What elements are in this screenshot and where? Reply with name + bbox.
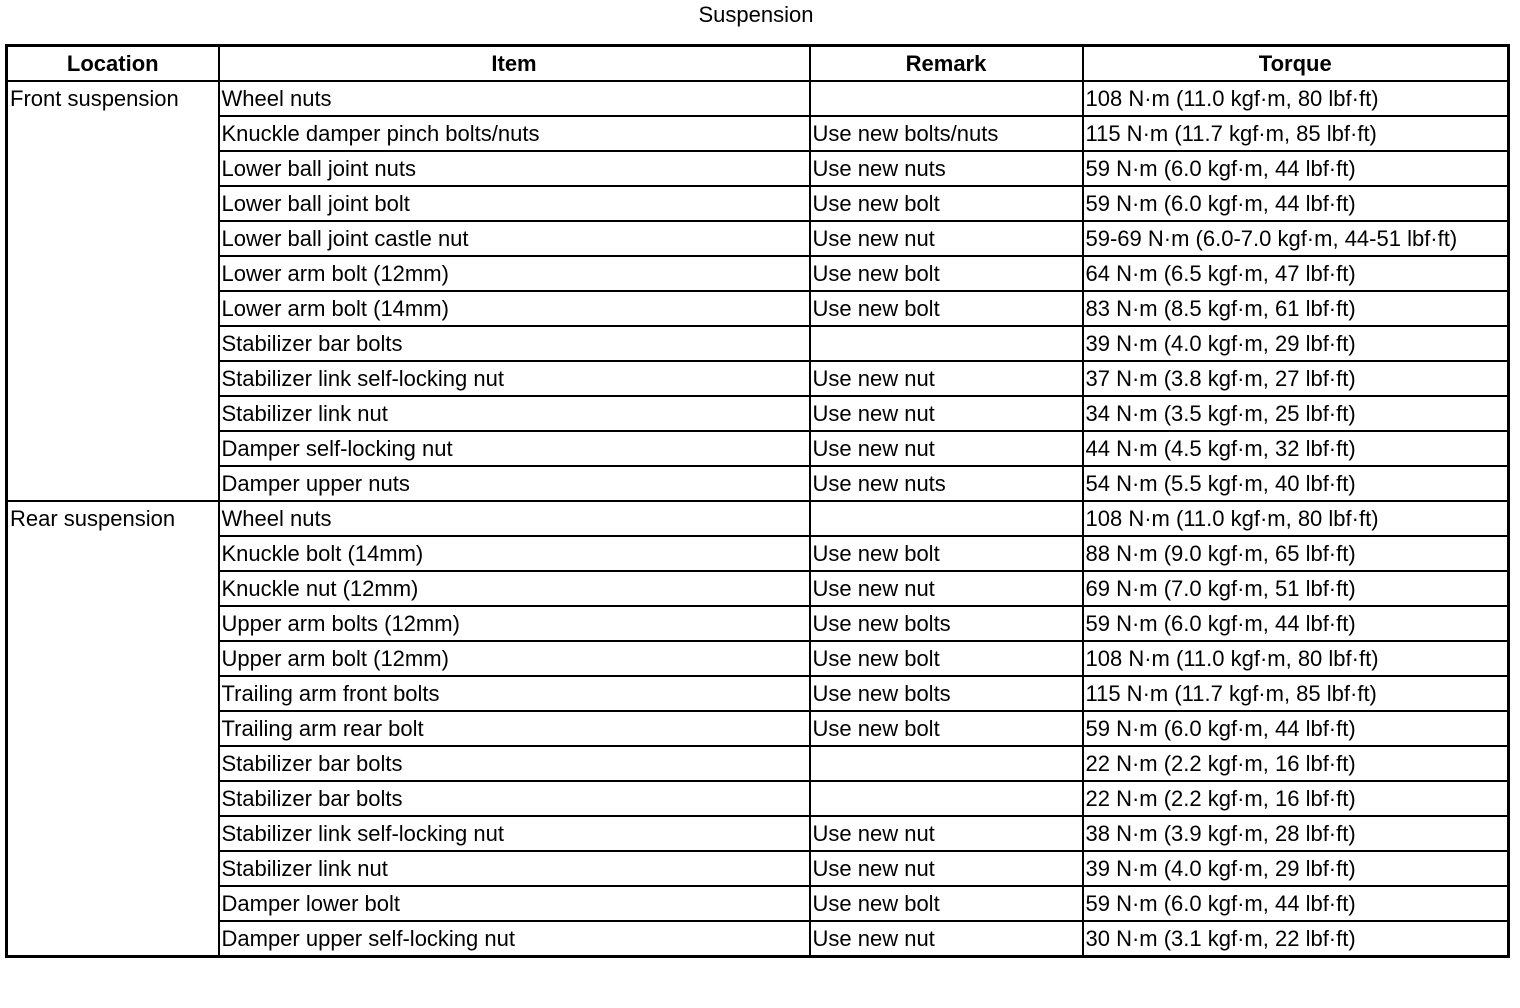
item-cell: Damper upper self-locking nut — [219, 921, 810, 957]
torque-cell: 22 N·m (2.2 kgf·m, 16 lbf·ft) — [1083, 781, 1509, 816]
torque-cell: 59 N·m (6.0 kgf·m, 44 lbf·ft) — [1083, 151, 1509, 186]
torque-cell: 59 N·m (6.0 kgf·m, 44 lbf·ft) — [1083, 606, 1509, 641]
table-row — [7, 746, 1509, 781]
table-body — [7, 81, 1509, 957]
table-row — [7, 676, 1509, 711]
torque-cell: 39 N·m (4.0 kgf·m, 29 lbf·ft) — [1083, 851, 1509, 886]
remark-cell: Use new bolt — [810, 536, 1083, 571]
table-header — [7, 46, 1509, 82]
remark-cell — [810, 326, 1083, 361]
remark-cell: Use new bolt — [810, 886, 1083, 921]
table-row — [7, 186, 1509, 221]
remark-cell: Use new bolt — [810, 256, 1083, 291]
item-cell: Lower arm bolt (12mm) — [219, 256, 810, 291]
table-row — [7, 466, 1509, 501]
torque-cell: 64 N·m (6.5 kgf·m, 47 lbf·ft) — [1083, 256, 1509, 291]
item-cell: Stabilizer link nut — [219, 396, 810, 431]
table-row — [7, 851, 1509, 886]
item-cell: Damper lower bolt — [219, 886, 810, 921]
table-row — [7, 886, 1509, 921]
remark-cell: Use new nut — [810, 851, 1083, 886]
item-cell: Stabilizer bar bolts — [219, 781, 810, 816]
remark-cell — [810, 81, 1083, 116]
remark-cell — [810, 781, 1083, 816]
item-cell: Damper upper nuts — [219, 466, 810, 501]
torque-cell: 115 N·m (11.7 kgf·m, 85 lbf·ft) — [1083, 676, 1509, 711]
torque-cell: 108 N·m (11.0 kgf·m, 80 lbf·ft) — [1083, 641, 1509, 676]
torque-cell: 115 N·m (11.7 kgf·m, 85 lbf·ft) — [1083, 116, 1509, 151]
item-cell: Damper self-locking nut — [219, 431, 810, 466]
remark-cell: Use new bolts — [810, 676, 1083, 711]
header-location: Location — [7, 46, 219, 82]
item-cell: Wheel nuts — [219, 81, 810, 116]
table-row — [7, 361, 1509, 396]
table-row — [7, 151, 1509, 186]
table-row — [7, 606, 1509, 641]
remark-cell: Use new nut — [810, 396, 1083, 431]
item-cell: Upper arm bolts (12mm) — [219, 606, 810, 641]
torque-cell: 88 N·m (9.0 kgf·m, 65 lbf·ft) — [1083, 536, 1509, 571]
remark-cell: Use new bolt — [810, 186, 1083, 221]
torque-cell: 59-69 N·m (6.0-7.0 kgf·m, 44-51 lbf·ft) — [1083, 221, 1509, 256]
item-cell: Upper arm bolt (12mm) — [219, 641, 810, 676]
table-row — [7, 711, 1509, 746]
torque-cell: 54 N·m (5.5 kgf·m, 40 lbf·ft) — [1083, 466, 1509, 501]
torque-cell: 44 N·m (4.5 kgf·m, 32 lbf·ft) — [1083, 431, 1509, 466]
table-row — [7, 291, 1509, 326]
item-cell: Wheel nuts — [219, 501, 810, 536]
item-cell: Knuckle nut (12mm) — [219, 571, 810, 606]
torque-cell: 37 N·m (3.8 kgf·m, 27 lbf·ft) — [1083, 361, 1509, 396]
item-cell: Lower ball joint nuts — [219, 151, 810, 186]
remark-cell: Use new nuts — [810, 151, 1083, 186]
torque-cell: 39 N·m (4.0 kgf·m, 29 lbf·ft) — [1083, 326, 1509, 361]
item-cell: Trailing arm rear bolt — [219, 711, 810, 746]
torque-cell: 59 N·m (6.0 kgf·m, 44 lbf·ft) — [1083, 886, 1509, 921]
remark-cell: Use new nut — [810, 361, 1083, 396]
remark-cell: Use new bolts/nuts — [810, 116, 1083, 151]
torque-cell: 22 N·m (2.2 kgf·m, 16 lbf·ft) — [1083, 746, 1509, 781]
remark-cell: Use new nut — [810, 431, 1083, 466]
remark-cell: Use new nuts — [810, 466, 1083, 501]
header-row — [7, 46, 1509, 82]
item-cell: Stabilizer bar bolts — [219, 326, 810, 361]
item-cell: Knuckle damper pinch bolts/nuts — [219, 116, 810, 151]
torque-cell: 59 N·m (6.0 kgf·m, 44 lbf·ft) — [1083, 711, 1509, 746]
table-row — [7, 781, 1509, 816]
torque-cell: 34 N·m (3.5 kgf·m, 25 lbf·ft) — [1083, 396, 1509, 431]
item-cell: Trailing arm front bolts — [219, 676, 810, 711]
header-remark: Remark — [810, 46, 1083, 82]
torque-cell: 38 N·m (3.9 kgf·m, 28 lbf·ft) — [1083, 816, 1509, 851]
item-cell: Stabilizer bar bolts — [219, 746, 810, 781]
remark-cell — [810, 501, 1083, 536]
remark-cell: Use new nut — [810, 816, 1083, 851]
table-row — [7, 816, 1509, 851]
torque-cell: 59 N·m (6.0 kgf·m, 44 lbf·ft) — [1083, 186, 1509, 221]
table-row — [7, 81, 1509, 116]
table-row — [7, 431, 1509, 466]
item-cell: Lower ball joint castle nut — [219, 221, 810, 256]
remark-cell: Use new bolt — [810, 641, 1083, 676]
remark-cell: Use new nut — [810, 921, 1083, 957]
table-row — [7, 326, 1509, 361]
location-cell: Rear suspension — [7, 501, 219, 957]
remark-cell: Use new bolt — [810, 711, 1083, 746]
torque-cell: 30 N·m (3.1 kgf·m, 22 lbf·ft) — [1083, 921, 1509, 957]
torque-cell: 108 N·m (11.0 kgf·m, 80 lbf·ft) — [1083, 501, 1509, 536]
remark-cell: Use new bolts — [810, 606, 1083, 641]
remark-cell: Use new bolt — [810, 291, 1083, 326]
table-row — [7, 501, 1509, 536]
item-cell: Knuckle bolt (14mm) — [219, 536, 810, 571]
table-row — [7, 571, 1509, 606]
table-row — [7, 116, 1509, 151]
table-row — [7, 256, 1509, 291]
table-row — [7, 396, 1509, 431]
remark-cell: Use new nut — [810, 221, 1083, 256]
torque-cell: 108 N·m (11.0 kgf·m, 80 lbf·ft) — [1083, 81, 1509, 116]
table-row — [7, 221, 1509, 256]
header-item: Item — [219, 46, 810, 82]
remark-cell — [810, 746, 1083, 781]
item-cell: Lower arm bolt (14mm) — [219, 291, 810, 326]
table-row — [7, 536, 1509, 571]
remark-cell: Use new nut — [810, 571, 1083, 606]
table-row — [7, 921, 1509, 957]
torque-cell: 83 N·m (8.5 kgf·m, 61 lbf·ft) — [1083, 291, 1509, 326]
item-cell: Stabilizer link nut — [219, 851, 810, 886]
page-title: Suspension — [698, 2, 814, 27]
header-torque: Torque — [1083, 46, 1509, 82]
item-cell: Stabilizer link self-locking nut — [219, 816, 810, 851]
location-cell: Front suspension — [7, 81, 219, 501]
table-row — [7, 641, 1509, 676]
torque-spec-table — [5, 44, 1510, 958]
item-cell: Lower ball joint bolt — [219, 186, 810, 221]
item-cell: Stabilizer link self-locking nut — [219, 361, 810, 396]
torque-cell: 69 N·m (7.0 kgf·m, 51 lbf·ft) — [1083, 571, 1509, 606]
